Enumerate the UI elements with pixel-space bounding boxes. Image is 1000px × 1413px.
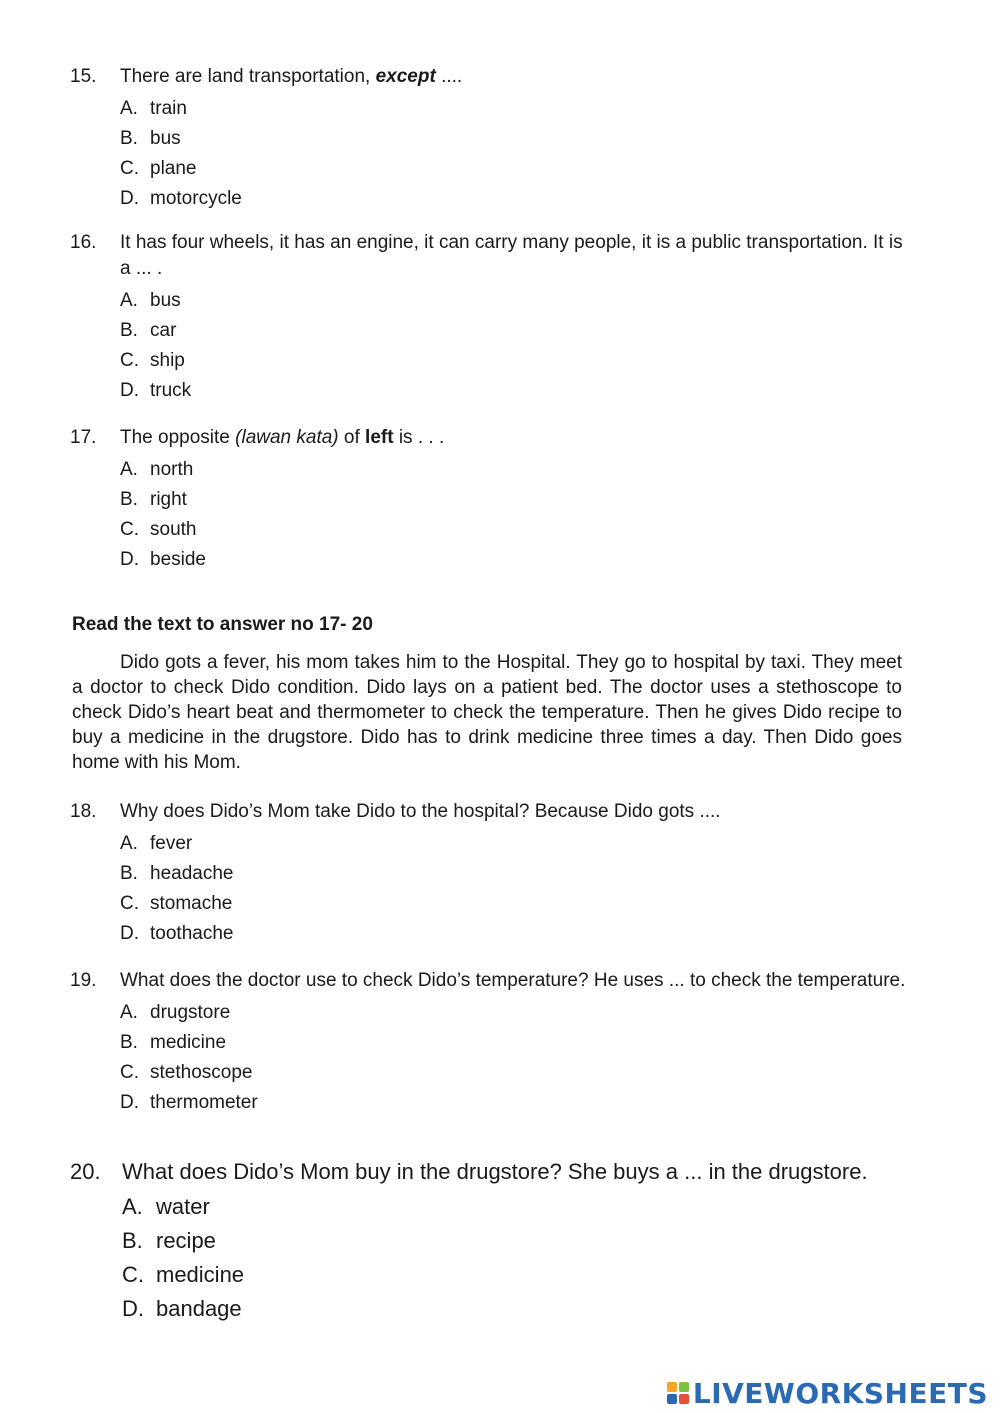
mark-square-1 <box>667 1382 677 1392</box>
question-stem: It has four wheels, it has an engine, it can carry many people, it is a public transportation. It is a ... . <box>120 232 903 279</box>
option-a: A. bus <box>120 290 181 311</box>
option-list <box>120 286 910 406</box>
option-b: B. right <box>120 489 187 510</box>
question-stem: There are land transportation, except .... <box>120 66 463 87</box>
option-d: D. motorcycle <box>120 188 242 209</box>
reading-heading: Read the text to answer no 17- 20 <box>72 614 373 635</box>
option-d: D. toothache <box>120 923 234 944</box>
question-number: 19. <box>70 970 97 991</box>
option-c: C. south <box>120 519 197 540</box>
option-a: A. fever <box>120 833 193 854</box>
mark-square-4 <box>679 1394 689 1404</box>
option-a: A. drugstore <box>120 1002 231 1023</box>
option-d: D. bandage <box>122 1296 242 1321</box>
question-20 <box>70 1158 910 1326</box>
option-b: B. bus <box>120 128 181 149</box>
option-c: C. ship <box>120 350 185 371</box>
question-17 <box>70 425 910 575</box>
option-list <box>122 1190 910 1326</box>
mark-square-2 <box>679 1382 689 1392</box>
option-d: D. beside <box>120 549 206 570</box>
option-c: C. stomache <box>120 893 233 914</box>
question-19 <box>70 968 910 1118</box>
option-list <box>120 94 910 214</box>
italic-gloss: (lawan kata) <box>235 427 339 448</box>
emphasis-except: except <box>375 66 436 87</box>
option-d: D. truck <box>120 380 192 401</box>
option-b: B. recipe <box>122 1228 216 1253</box>
question-18 <box>70 799 910 949</box>
option-list <box>120 998 910 1118</box>
option-list <box>120 455 910 575</box>
question-15 <box>70 64 910 214</box>
option-c: C. stethoscope <box>120 1062 253 1083</box>
option-a: A. train <box>120 98 187 119</box>
question-stem: What does the doctor use to check Dido’s temperature? He uses ... to check the temperature. <box>120 970 906 991</box>
option-list <box>120 829 910 949</box>
option-c: C. plane <box>120 158 197 179</box>
option-b: B. medicine <box>120 1032 227 1053</box>
option-d: D. thermometer <box>120 1092 258 1113</box>
question-number: 15. <box>70 66 97 87</box>
question-number: 17. <box>70 427 97 448</box>
mark-square-3 <box>667 1394 677 1404</box>
reading-passage: Dido gots a fever, his mom takes him to the Hospital. They go to hospital by taxi. They meet a doctor to check Dido condition. Dido lays on a patient bed. The doctor uses a stethoscope to check Dido’s heart beat and thermometer to check the temperature. Then he gives Dido recipe to buy a medicine in the drugstore. Dido has to drink medicine three times a day. Then Dido goes home with his Mom. <box>72 652 902 773</box>
option-a: A. north <box>120 459 194 480</box>
liveworksheets-logo <box>667 1378 988 1408</box>
option-c: C. medicine <box>122 1262 245 1287</box>
question-stem: What does Dido’s Mom buy in the drugstore? She buys a ... in the drugstore. <box>122 1159 868 1184</box>
question-16 <box>70 230 910 406</box>
option-b: B. car <box>120 320 177 341</box>
question-number: 16. <box>70 232 97 253</box>
question-number: 20. <box>70 1159 101 1184</box>
question-stem: Why does Dido’s Mom take Dido to the hospital? Because Dido gots .... <box>120 801 721 822</box>
option-b: B. headache <box>120 863 234 884</box>
question-number: 18. <box>70 801 97 822</box>
bold-keyword: left <box>365 427 394 448</box>
liveworksheets-wordmark: LIVEWORKSHEETS <box>692 1376 988 1410</box>
liveworksheets-mark-icon <box>667 1382 689 1404</box>
question-stem: The opposite (lawan kata) of left is . . . <box>120 427 445 448</box>
option-a: A. water <box>122 1194 210 1219</box>
